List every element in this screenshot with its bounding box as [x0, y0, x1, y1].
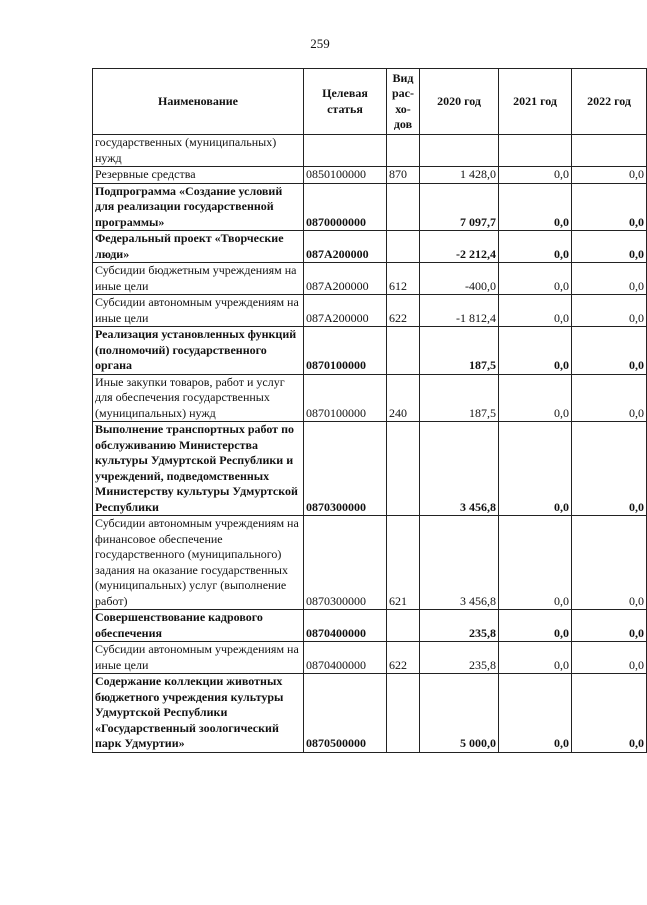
cell-type [387, 183, 420, 231]
budget-table [92, 68, 647, 753]
page-number: 259 [310, 36, 330, 51]
cell-2022: 0,0 [572, 327, 647, 375]
cell-2021: 0,0 [499, 674, 572, 753]
cell-code: 0850100000 [304, 167, 387, 184]
table-row [93, 183, 647, 231]
table-row [93, 610, 647, 642]
cell-2021: 0,0 [499, 642, 572, 674]
cell-2020: -400,0 [420, 263, 499, 295]
cell-name: Выполнение транспортных работ по обслуживанию Министерства культуры Удмуртской Республики и учреждений, подведомственных Министерству культуры Удмуртской Республики [93, 422, 304, 516]
cell-name: государственных (муниципальных) нужд [93, 135, 304, 167]
cell-2021: 0,0 [499, 167, 572, 184]
cell-name: Подпрограмма «Создание условий для реализации государственной программы» [93, 183, 304, 231]
cell-2022: 0,0 [572, 642, 647, 674]
cell-2021: 0,0 [499, 183, 572, 231]
header-2020: 2020 год [420, 69, 499, 135]
cell-code: 0870300000 [304, 516, 387, 610]
cell-2022: 0,0 [572, 516, 647, 610]
cell-name: Содержание коллекции животных бюджетного учреждения культуры Удмуртской Республики «Государственный зоологический парк Удмуртии» [93, 674, 304, 753]
cell-code: 0870400000 [304, 610, 387, 642]
table-row [93, 263, 647, 295]
cell-type: 622 [387, 295, 420, 327]
cell-2022: 0,0 [572, 422, 647, 516]
table-row [93, 374, 647, 422]
cell-name: Совершенствование кадрового обеспечения [93, 610, 304, 642]
cell-2020: -2 212,4 [420, 231, 499, 263]
cell-2020 [420, 135, 499, 167]
cell-2021: 0,0 [499, 263, 572, 295]
cell-name: Реализация установленных функций (полномочий) государственного органа [93, 327, 304, 375]
header-2021: 2021 год [499, 69, 572, 135]
cell-2022: 0,0 [572, 295, 647, 327]
cell-type: 622 [387, 642, 420, 674]
table-body [93, 135, 647, 753]
cell-type: 621 [387, 516, 420, 610]
table-row [93, 295, 647, 327]
table-row [93, 167, 647, 184]
cell-code: 0870300000 [304, 422, 387, 516]
cell-name: Субсидии автономным учреждениям на иные цели [93, 642, 304, 674]
cell-2022: 0,0 [572, 231, 647, 263]
cell-2021: 0,0 [499, 516, 572, 610]
cell-name: Субсидии автономным учреждениям на финансовое обеспечение государственного (муниципального) задания на оказание государственных (муниципальных) услуг (выполнение работ) [93, 516, 304, 610]
header-code: Целевая статья [304, 69, 387, 135]
table-row [93, 135, 647, 167]
cell-2021: 0,0 [499, 295, 572, 327]
cell-type: 612 [387, 263, 420, 295]
cell-code: 0870000000 [304, 183, 387, 231]
cell-code: 0870100000 [304, 374, 387, 422]
cell-type [387, 610, 420, 642]
cell-type [387, 135, 420, 167]
cell-2021: 0,0 [499, 327, 572, 375]
cell-2020: 235,8 [420, 610, 499, 642]
cell-code: 0870100000 [304, 327, 387, 375]
cell-2022 [572, 135, 647, 167]
cell-name: Резервные средства [93, 167, 304, 184]
table-row [93, 642, 647, 674]
table-row [93, 422, 647, 516]
cell-2021: 0,0 [499, 374, 572, 422]
cell-2022: 0,0 [572, 610, 647, 642]
header-2022: 2022 год [572, 69, 647, 135]
cell-2020: -1 812,4 [420, 295, 499, 327]
cell-2021: 0,0 [499, 231, 572, 263]
cell-2022: 0,0 [572, 674, 647, 753]
cell-name: Субсидии автономным учреждениям на иные цели [93, 295, 304, 327]
cell-name: Субсидии бюджетным учреждениям на иные цели [93, 263, 304, 295]
cell-2022: 0,0 [572, 183, 647, 231]
cell-2021: 0,0 [499, 422, 572, 516]
cell-2021 [499, 135, 572, 167]
table-row [93, 231, 647, 263]
cell-2020: 235,8 [420, 642, 499, 674]
cell-2022: 0,0 [572, 263, 647, 295]
cell-2022: 0,0 [572, 374, 647, 422]
cell-code: 0870400000 [304, 642, 387, 674]
cell-code: 087A200000 [304, 295, 387, 327]
header-name: Наименование [93, 69, 304, 135]
cell-code [304, 135, 387, 167]
cell-2020: 187,5 [420, 327, 499, 375]
cell-2020: 1 428,0 [420, 167, 499, 184]
cell-name: Федеральный проект «Творческие люди» [93, 231, 304, 263]
table-row [93, 516, 647, 610]
header-type: Вид рас-хо-дов [387, 69, 420, 135]
cell-type: 240 [387, 374, 420, 422]
cell-2020: 3 456,8 [420, 516, 499, 610]
table-row [93, 327, 647, 375]
cell-type [387, 422, 420, 516]
cell-type [387, 231, 420, 263]
cell-2020: 5 000,0 [420, 674, 499, 753]
cell-2020: 7 097,7 [420, 183, 499, 231]
cell-code: 087A200000 [304, 263, 387, 295]
cell-type: 870 [387, 167, 420, 184]
table-header-row [93, 69, 647, 135]
cell-code: 0870500000 [304, 674, 387, 753]
cell-2020: 187,5 [420, 374, 499, 422]
table-row [93, 674, 647, 753]
cell-2021: 0,0 [499, 610, 572, 642]
cell-type [387, 674, 420, 753]
cell-code: 087A200000 [304, 231, 387, 263]
cell-type [387, 327, 420, 375]
cell-name: Иные закупки товаров, работ и услуг для обеспечения государственных (муниципальных) нужд [93, 374, 304, 422]
cell-2022: 0,0 [572, 167, 647, 184]
cell-2020: 3 456,8 [420, 422, 499, 516]
